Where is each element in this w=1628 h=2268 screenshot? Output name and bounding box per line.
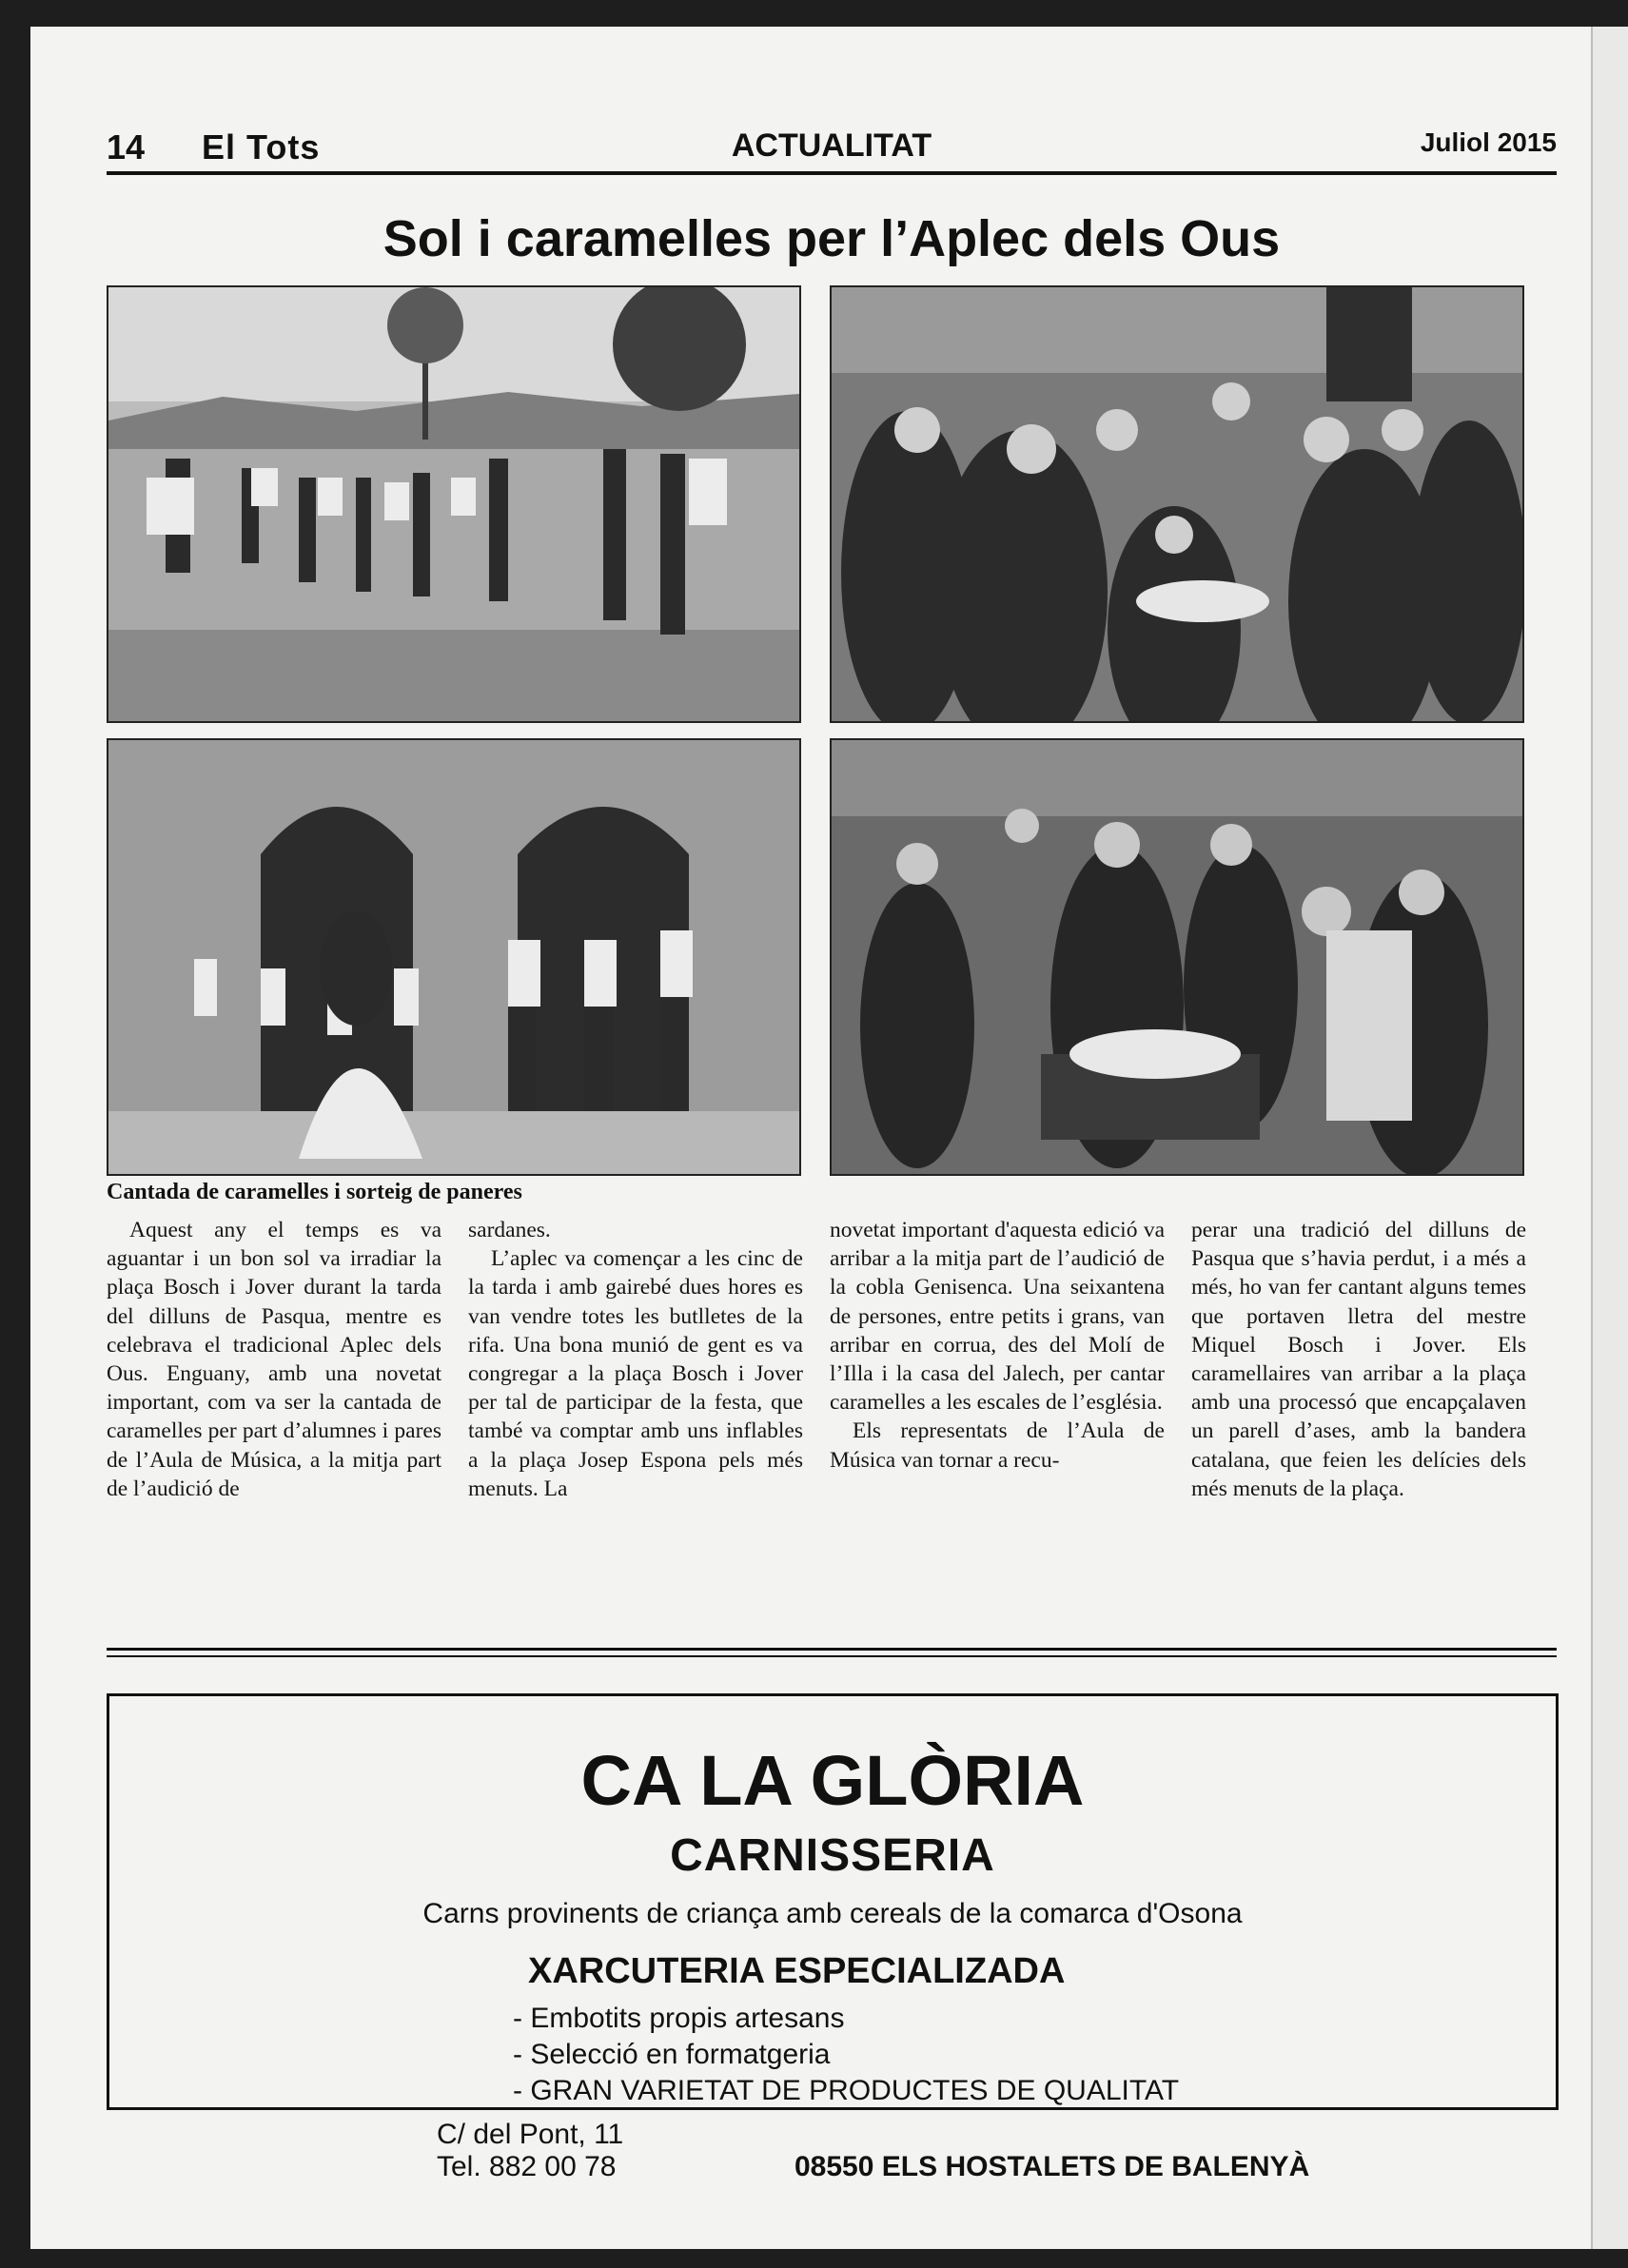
paragraph: L’aplec va començar a les cinc de la tarda i amb gairebé dues hores es van vendre totes les butlletes de la rifa. Una bona munió de gent es va congregar a la plaça Bosch i Jover per tal de participar de la festa, que també va comptar amb uns inflables a la plaça Josep Espona pels més menuts. La [468, 1246, 803, 1501]
publication-name: El Tots [202, 127, 321, 166]
ad-specialty: XARCUTERIA ESPECIALIZADA [528, 1951, 1066, 1991]
photo-raffle-crowd [830, 738, 1524, 1176]
paragraph: perar una tradició del dilluns de Pasqua que s’havia perdut, i a més a més, ho van fer cantant alguns temes que portaven lletra del mestre Miquel Bosch i Jover. Els caramellaires van arribar a la plaça amb una processó que encapçalaven un parell d’ases, amb la bandera catalana, que feien les delícies dels més menuts de la plaça. [1191, 1218, 1526, 1501]
advertisement-box [107, 1693, 1559, 2182]
page-number: 14 [107, 127, 146, 166]
section-title: ACTUALITAT [731, 127, 932, 164]
newspaper-page [30, 27, 1591, 2249]
photo-caption: Cantada de caramelles i sorteig de paneres [107, 1180, 522, 1204]
issue-date: Juliol 2015 [1420, 127, 1557, 157]
photo-crowd-table [830, 285, 1524, 723]
ad-contact [437, 2119, 623, 2183]
photo-dancers-square [107, 285, 801, 723]
photo-singers-church [107, 738, 801, 1176]
article-column-3 [830, 1216, 1165, 1475]
ad-business-type: CARNISSERIA [670, 1830, 995, 1881]
ad-address: C/ del Pont, 11 [437, 2119, 624, 2150]
header-rule [107, 171, 1557, 175]
ad-product-item: - Selecció en formatgeria [513, 2039, 831, 2070]
ad-tagline: Carns provinents de criança amb cereals de la comarca d'Osona [422, 1898, 1243, 1929]
article-column-1 [107, 1216, 441, 1503]
article-title: Sol i caramelles per l’Aplec dels Ous [382, 210, 1281, 267]
adjacent-page-edge [1591, 27, 1628, 2249]
ad-phone: Tel. 882 00 78 [437, 2151, 617, 2182]
ad-product-item: - Embotits propis artesans [513, 2003, 845, 2034]
divider-rule-thin [107, 1655, 1557, 1657]
article-column-2 [468, 1216, 803, 1503]
divider-rule [107, 1648, 1557, 1651]
ad-town: 08550 ELS HOSTALETS DE BALENYÀ [794, 2151, 1310, 2182]
paragraph: novetat important d'aquesta edició va arribar a la mitja part de l’audició de la cobla Genisenca. Una seixantena de persones, entre petits i grans, van arribar en corrua, des del Molí de l’Illa i la casa del Jalech, per cantar caramelles a les escales de l’església. [830, 1218, 1165, 1416]
article-column-4 [1191, 1216, 1526, 1503]
paragraph: Els representats de l’Aula de Música van tornar a recu- [830, 1418, 1165, 1473]
page-header [107, 99, 1557, 175]
ad-product-item: - GRAN VARIETAT DE PRODUCTES DE QUALITAT [513, 2075, 1180, 2106]
paragraph: sardanes. [468, 1218, 551, 1242]
ad-product-list [513, 2001, 1179, 2109]
paragraph: Aquest any el temps es va aguantar i un bon sol va irradiar la plaça Bosch i Jover durant la tarda del dilluns de Pasqua, mentre es celebrava el tradicional Aplec dels Ous. Enguany, amb una novetat important, com va ser la cantada de caramelles per part d’alumnes i pares de l’Aula de Música, a la mitja part de l’audició de [107, 1218, 441, 1501]
ad-business-name: CA LA GLÒRIA [580, 1741, 1085, 1820]
